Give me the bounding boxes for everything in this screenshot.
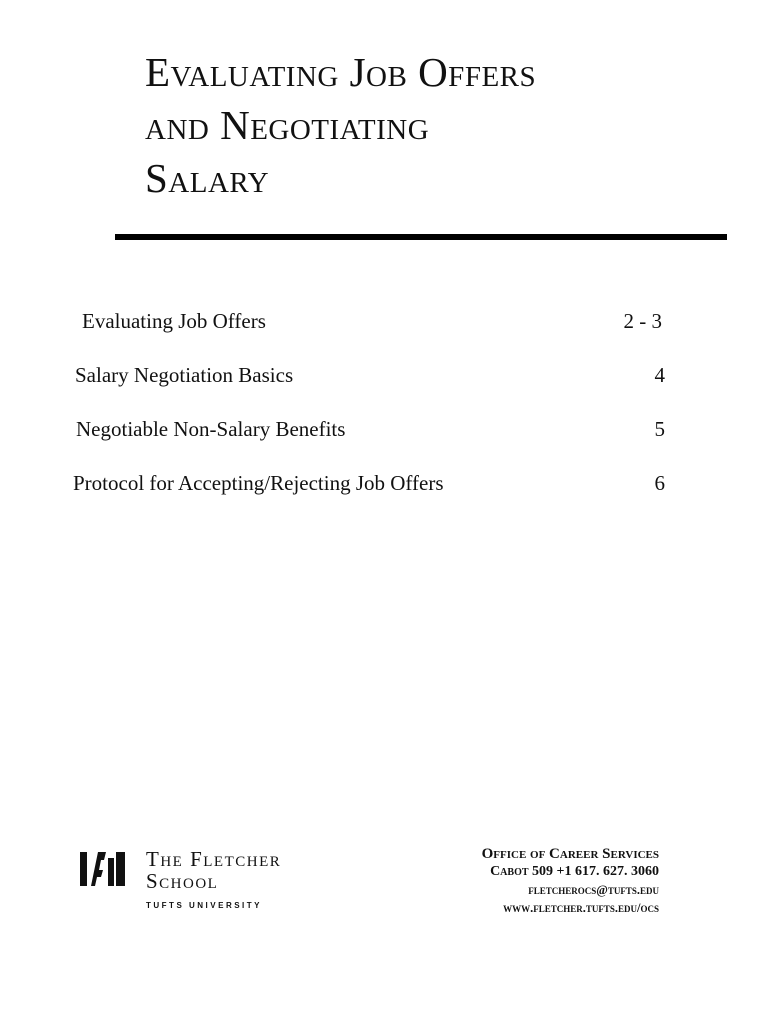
document-title bbox=[145, 46, 536, 205]
school-name-line-2: School bbox=[146, 869, 219, 893]
toc-label: Salary Negotiation Basics bbox=[75, 363, 294, 387]
toc-page: 5 bbox=[654, 417, 665, 441]
toc-page: 2 - 3 bbox=[623, 309, 662, 333]
office-email: fletcherocs@tufts.edu bbox=[528, 883, 659, 897]
toc-label: Evaluating Job Offers bbox=[82, 309, 266, 333]
toc-row bbox=[0, 360, 768, 390]
toc-label: Protocol for Accepting/Rejecting Job Offers bbox=[73, 471, 444, 495]
title-line-2: and Negotiating bbox=[145, 102, 430, 148]
fletcher-school-logo bbox=[80, 848, 320, 918]
title-line-1: Evaluating Job Offers bbox=[145, 49, 537, 95]
toc-row bbox=[0, 306, 768, 336]
school-name bbox=[146, 848, 281, 892]
office-name: Office of Career Services bbox=[481, 846, 659, 862]
toc-row bbox=[0, 414, 768, 444]
fletcher-logo-mark-icon bbox=[80, 850, 130, 890]
toc-row bbox=[0, 468, 768, 498]
title-divider bbox=[115, 234, 727, 240]
toc-page: 4 bbox=[654, 363, 665, 387]
office-website: www.fletcher.tufts.edu/ocs bbox=[503, 901, 659, 915]
office-contact-block bbox=[482, 845, 659, 917]
toc-page: 6 bbox=[654, 471, 665, 495]
title-line-3: Salary bbox=[145, 155, 270, 201]
university-name: TUFTS UNIVERSITY bbox=[146, 901, 263, 910]
toc-label: Negotiable Non-Salary Benefits bbox=[76, 417, 346, 441]
office-location-phone: Cabot 509 +1 617. 627. 3060 bbox=[490, 864, 659, 879]
school-name-line-1: The Fletcher bbox=[146, 847, 282, 871]
